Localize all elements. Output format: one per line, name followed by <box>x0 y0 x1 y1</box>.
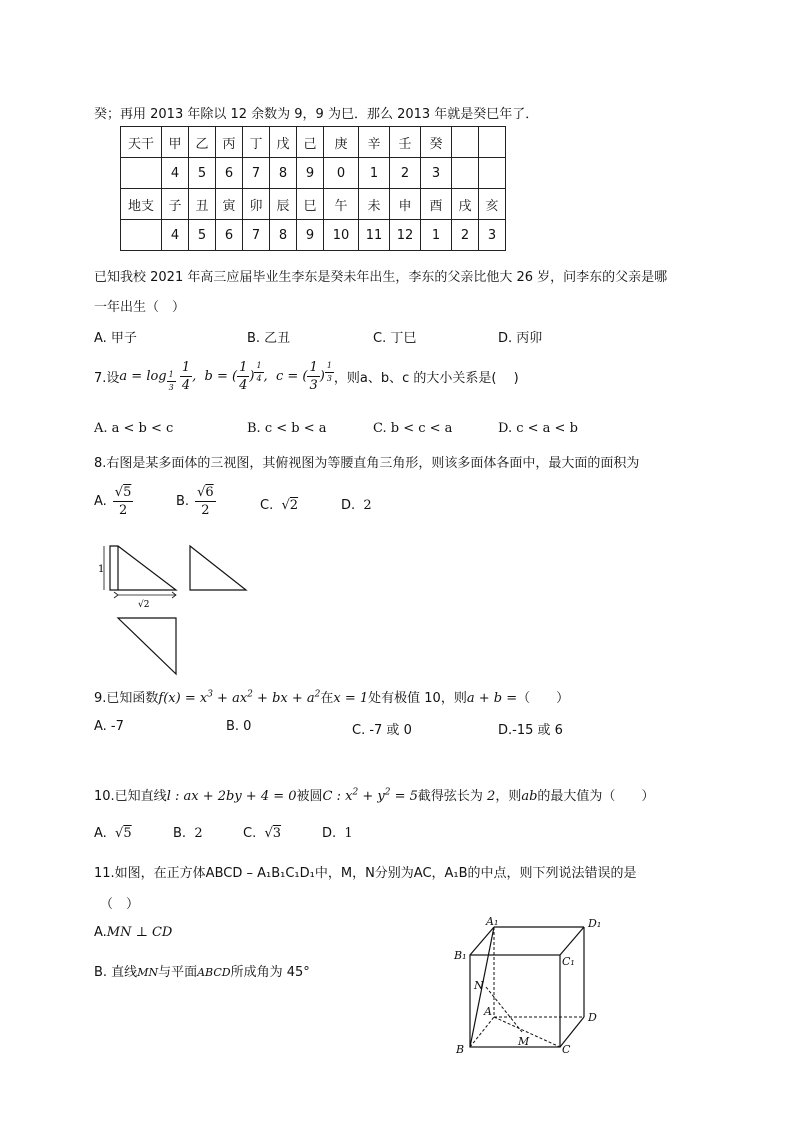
q10-option-b-letter: B. <box>173 826 187 841</box>
q11-option-b-prefix: B. 直线 <box>94 965 138 980</box>
q9-option-d: D.-15 或 6 <box>498 723 563 738</box>
q8-option-c: C. √2 <box>260 498 299 513</box>
q7-option-d: D. c < a < b <box>498 421 578 436</box>
table-cell: 辛 <box>359 127 390 158</box>
q9-option-b: B. 0 <box>226 719 252 734</box>
cube-label-d: D <box>588 1011 597 1024</box>
table-cell: 寅 <box>216 189 243 220</box>
table-cell: 1 <box>421 220 452 251</box>
q10-mid: 被圆 <box>296 789 323 804</box>
table-cell: 8 <box>270 220 297 251</box>
table-cell: 未 <box>359 189 390 220</box>
q8-option-d: D. 2 <box>341 498 372 513</box>
table-cell: 4 <box>162 220 189 251</box>
cube-label-m: M <box>518 1035 530 1048</box>
table-cell: 10 <box>324 220 359 251</box>
table-cell: 辰 <box>270 189 297 220</box>
table-cell: 亥 <box>479 189 506 220</box>
q10-option-a: A. √5 <box>94 826 132 841</box>
q10-mid2: 截得弦长为 <box>417 789 483 804</box>
q10-option-d: D. 1 <box>322 826 353 841</box>
q8-option-c-letter: C. <box>260 498 274 513</box>
table-cell: 酉 <box>421 189 452 220</box>
q6-option-b: B. 乙丑 <box>247 331 291 346</box>
q10-line: l : ax + 2by + 4 = 0 <box>166 789 297 804</box>
table-cell: 0 <box>324 158 359 189</box>
q9-end: （ ） <box>517 691 570 706</box>
table-cell: 戌 <box>452 189 479 220</box>
table-cell <box>452 127 479 158</box>
table-cell: 9 <box>297 220 324 251</box>
q10-stem <box>94 785 654 804</box>
cube-label-d1: D₁ <box>588 917 602 930</box>
table-cell: 申 <box>390 189 421 220</box>
side-view <box>190 546 246 590</box>
q7-formula: a = log $_{\frac{1}{3}}$ $\frac{1}{4}$ , b = ( $\frac{1}{4}$ ) $^{\frac{1}{4}}$ , c = ( $\frac{1}{3}$ ) $^{\frac{1}{3}}$ <box>119 360 332 393</box>
q6-option-d: D. 丙卯 <box>498 331 543 346</box>
q9-function: $f(x) = x^3 + ax^2$ + bx + $a^2$ <box>158 689 321 706</box>
cube-label-c: C <box>562 1043 571 1055</box>
table-cell: 卯 <box>243 189 270 220</box>
q7-stem <box>94 361 519 392</box>
q7-option-b: B. c < b < a <box>247 421 327 436</box>
q8-option-b-letter: B. <box>176 494 190 509</box>
q10-option-b: B. 2 <box>173 826 203 841</box>
table-cell: 子 <box>162 189 189 220</box>
q9-prefix: 9.已知函数 <box>94 691 159 706</box>
cube-label-c1: C₁ <box>562 955 575 968</box>
table-cell: 巳 <box>297 189 324 220</box>
table-cell: 癸 <box>421 127 452 158</box>
q11-option-b: B. 直线MN与平面ABCD所成角为 45° <box>94 965 310 980</box>
table-cell: 12 <box>390 220 421 251</box>
table-cell: 丁 <box>243 127 270 158</box>
q10-option-a-letter: A. <box>94 826 107 841</box>
q8-option-a: A. $\frac{√5}{2}$ <box>94 485 132 518</box>
table-cell: 5 <box>189 158 216 189</box>
table-cell: 丙 <box>216 127 243 158</box>
q9-option-c: C. -7 或 0 <box>352 723 412 738</box>
q9-option-a: A. -7 <box>94 719 124 734</box>
table-row <box>121 220 506 251</box>
cube-label-a1: A₁ <box>486 915 499 928</box>
three-view-figure <box>96 540 256 676</box>
cube-label-b1: B₁ <box>454 949 467 962</box>
ganzhi-table <box>120 126 506 251</box>
front-view <box>104 546 176 598</box>
q10-option-d-letter: D. <box>322 826 337 841</box>
q10-end: 的最大值为（ ） <box>537 789 655 804</box>
table-cell: 5 <box>189 220 216 251</box>
q10-option-c: C. √3 <box>243 826 282 841</box>
top-view <box>118 618 176 674</box>
table-cell: 6 <box>216 158 243 189</box>
table-cell: 丑 <box>189 189 216 220</box>
table-cell: 8 <box>270 158 297 189</box>
q6-line1: 已知我校 2021 年高三应届毕业生李东是癸未年出生，李东的父亲比他大 26 岁，问李东的父亲是哪 <box>94 270 668 285</box>
table-cell: 地支 <box>121 189 162 220</box>
table-cell: 天干 <box>121 127 162 158</box>
q9-stem <box>94 687 569 706</box>
q11-option-b-suffix: 所成角为 45° <box>230 965 310 980</box>
height-label: 1 <box>98 564 105 575</box>
q10-prefix: 10.已知直线 <box>94 789 167 804</box>
q9-target: a + b = <box>466 691 518 706</box>
table-cell: 甲 <box>162 127 189 158</box>
cube-label-n: N <box>474 979 484 992</box>
table-cell: 3 <box>421 158 452 189</box>
table-cell <box>121 158 162 189</box>
table-cell: 乙 <box>189 127 216 158</box>
table-cell: 1 <box>359 158 390 189</box>
q6-option-c: C. 丁巳 <box>373 331 417 346</box>
table-cell: 己 <box>297 127 324 158</box>
table-cell: 9 <box>297 158 324 189</box>
q7-option-a: A. a < b < c <box>94 421 174 436</box>
q9-point: x = 1 <box>333 691 369 706</box>
q8-option-b: B. $\frac{√6}{2}$ <box>176 485 214 518</box>
cube-label-a: A <box>484 1005 492 1018</box>
q10-suffix: ，则 <box>495 789 522 804</box>
table-row <box>121 189 506 220</box>
table-cell: 2 <box>390 158 421 189</box>
table-cell: 戊 <box>270 127 297 158</box>
q11-option-b-mid: 与平面 <box>158 965 198 980</box>
q8-option-d-letter: D. <box>341 498 356 513</box>
q11-option-a: A.MN ⊥ CD <box>94 925 173 940</box>
q7-suffix: ，则a、b、c 的大小关系是( ) <box>333 371 519 386</box>
q10-chord: 2 <box>482 789 496 804</box>
q8-stem: 8.右图是某多面体的三视图，其俯视图为等腰直角三角形，则该多面体各面中，最大面的面积为 <box>94 456 640 471</box>
table-cell <box>121 220 162 251</box>
table-row <box>121 127 506 158</box>
table-cell <box>479 127 506 158</box>
table-cell: 7 <box>243 158 270 189</box>
table-cell: 庚 <box>324 127 359 158</box>
table-cell: 3 <box>479 220 506 251</box>
q11-paren: （ ） <box>100 897 140 912</box>
q10-option-c-letter: C. <box>243 826 257 841</box>
q11-stem: 11.如图，在正方体ABCD – A₁B₁C₁D₁中，M，N分别为AC，A₁B的中点，则下列说法错误的是 <box>94 866 637 881</box>
cube-label-b: B <box>456 1043 465 1055</box>
q9-suffix: 处有极值 10，则 <box>368 691 467 706</box>
q9-mid: 在 <box>320 691 334 706</box>
table-cell: 4 <box>162 158 189 189</box>
table-cell: 壬 <box>390 127 421 158</box>
table-cell: 6 <box>216 220 243 251</box>
q6-option-a: A. 甲子 <box>94 331 137 346</box>
width-label: √2 <box>138 600 150 610</box>
q8-option-a-letter: A. <box>94 494 107 509</box>
table-cell: 午 <box>324 189 359 220</box>
table-cell: 11 <box>359 220 390 251</box>
table-cell: 2 <box>452 220 479 251</box>
q10-ab: ab <box>521 789 538 804</box>
q7-prefix: 7.设 <box>94 371 120 386</box>
q10-circle: C : $x^2 + y^2 = 5$ <box>322 787 418 804</box>
q7-option-c: C. b < c < a <box>373 421 453 436</box>
table-row <box>121 158 506 189</box>
cube-figure <box>452 915 612 1055</box>
q6-line2: 一年出生（ ） <box>94 300 186 315</box>
intro-line: 癸；再用 2013 年除以 12 余数为 9，9 为巳．那么 2013 年就是癸巳年了． <box>94 107 539 122</box>
table-cell <box>479 158 506 189</box>
table-cell: 7 <box>243 220 270 251</box>
q11-option-a-prefix: A. <box>94 925 107 940</box>
table-cell <box>452 158 479 189</box>
